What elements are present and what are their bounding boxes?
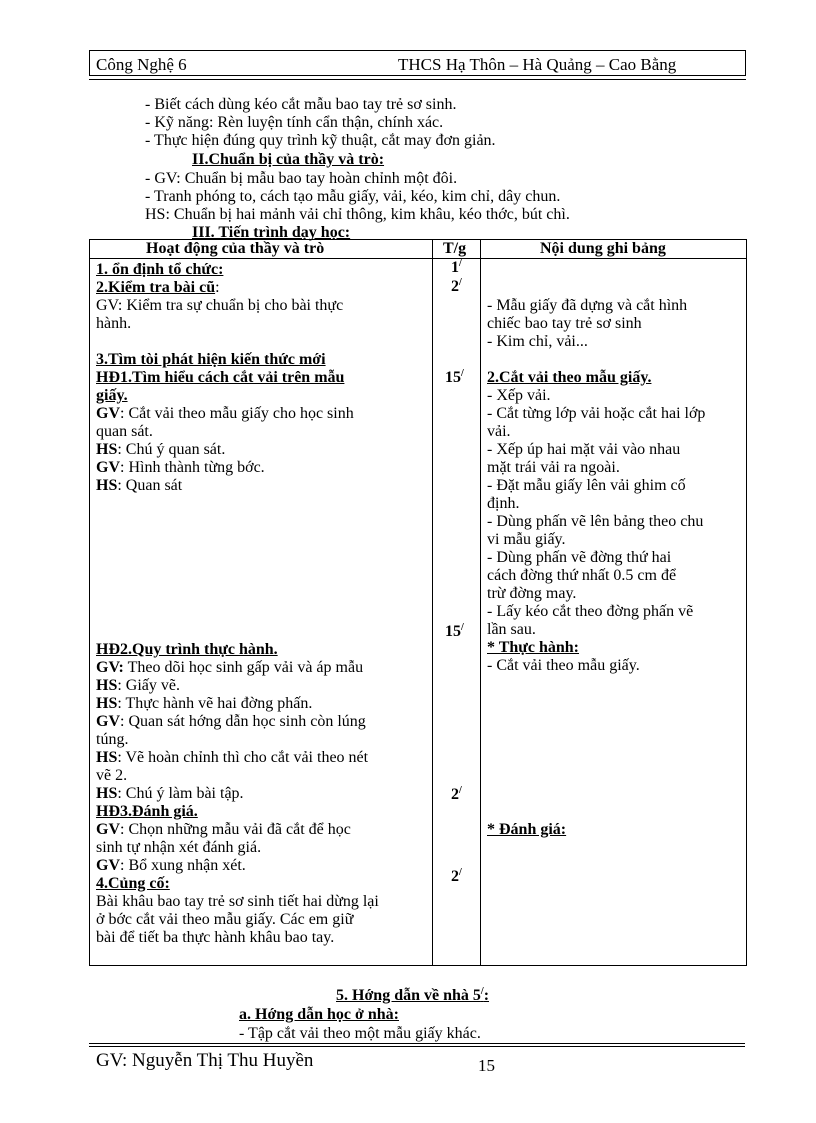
col-header-content: Nội dung ghi bảng: [540, 240, 666, 257]
section-3-title: III. Tiến trình dạy học:: [192, 224, 351, 241]
activities-column: 1. ổn định tổ chức: 2.Kiểm tra bài cũ: GV: Kiểm tra sự chuẩn bị cho bài thực hành.: [96, 261, 344, 332]
step-4-title: 4.Củng cố:: [96, 875, 170, 892]
section-2-title: II.Chuẩn bị của thầy và trò:: [192, 151, 385, 168]
time-4: 15/: [445, 622, 464, 640]
practice-title: * Thực hành:: [487, 639, 580, 656]
page-number: 15: [478, 1056, 495, 1075]
content-column: - Mẫu giấy đã dựng và cắt hình chiếc bao tay trẻ sơ sinh - Kim chỉ, vải...: [487, 297, 688, 350]
step-1-title: 1. ổn định tổ chức:: [96, 261, 224, 278]
hd3-title: HĐ3.Đánh giá.: [96, 803, 198, 820]
header-double-line: [89, 79, 746, 80]
header-school: THCS Hạ Thôn – Hà Quảng – Cao Bằng: [398, 55, 677, 74]
homework-subtitle: a. Hớng dẫn học ở nhà:: [239, 1006, 399, 1023]
homework-title: 5. Hớng dẫn về nhà 5/:: [336, 986, 490, 1004]
time-5: 2/: [451, 785, 462, 803]
hd2-title: HĐ2.Quy trình thực hành.: [96, 641, 278, 658]
hd1-title: HĐ1.Tìm hiểu cách cắt vải trên mẫu: [96, 369, 345, 386]
homework-line: - Tập cắt vải theo một mẫu giấy khác.: [239, 1025, 481, 1042]
time-3: 15/: [445, 368, 464, 386]
step-2-title: 2.Kiểm tra bài cũ: [96, 279, 216, 296]
step-3-title: 3.Tìm tòi phát hiện kiến thức mới: [96, 351, 326, 368]
evaluation-title: * Đánh giá:: [487, 821, 567, 838]
prep-line: - Tranh phóng to, cách tạo mẫu giấy, vải, kéo, kim chỉ, dây chun.: [145, 188, 561, 205]
intro-line: - Biết cách dùng kéo cắt mẫu bao tay trẻ sơ sinh.: [145, 96, 457, 113]
time-6: 2/: [451, 867, 462, 885]
intro-line: - Kỹ năng: Rèn luyện tính cẩn thận, chính xác.: [145, 114, 444, 131]
content-2-title: 2.Cắt vải theo mẫu giấy.: [487, 369, 652, 386]
header-subject: Công Nghệ 6: [96, 55, 187, 74]
prep-line: - GV: Chuẩn bị mẫu bao tay hoàn chỉnh một đôi.: [145, 170, 458, 187]
section-2-block: [145, 170, 570, 224]
footer-teacher: GV: Nguyễn Thị Thu Huyền: [96, 1050, 314, 1071]
intro-block: [145, 96, 496, 150]
col-header-time: T/g: [443, 240, 467, 257]
intro-line: - Thực hiện đúng quy trình kỹ thuật, cắt may đơn giản.: [145, 132, 496, 149]
time-1: 1/: [451, 258, 462, 276]
col-header-activities: Hoạt động của thầy và trò: [146, 240, 325, 257]
footer-line: [89, 1043, 745, 1044]
time-2: 2/: [451, 277, 462, 295]
prep-line: HS: Chuẩn bị hai mảnh vải chỉ thông, kim khâu, kéo thớc, bút chì.: [145, 206, 570, 223]
